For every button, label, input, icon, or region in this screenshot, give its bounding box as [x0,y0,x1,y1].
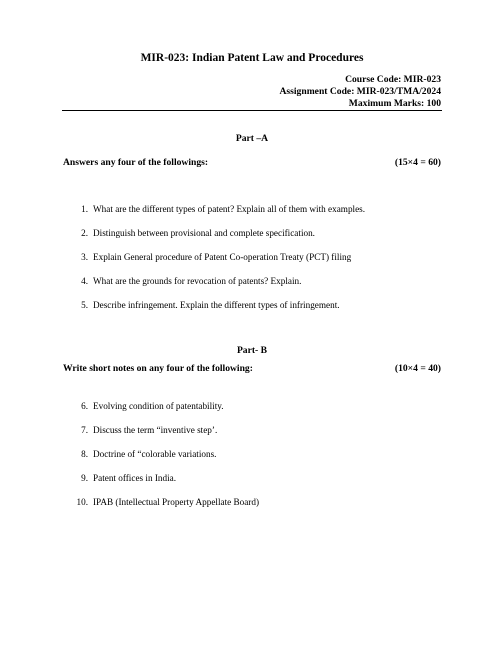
question-text: What are the grounds for revocation of patents? Explain. [93,276,302,286]
question-number: 5. [81,300,88,310]
question-item [72,401,224,411]
part-a-instruction-text: Answers any four of the followings: [63,157,209,168]
question-item [72,300,340,310]
question-number: 8. [81,449,88,459]
question-text: Evolving condition of patentability. [93,401,224,411]
question-number: 7. [81,425,88,435]
assignment-code: Assignment Code: MIR-023/TMA/2024 [279,86,441,97]
question-text: Discuss the term “inventive step’. [93,425,218,435]
part-a-instruction [63,157,441,168]
question-text: Explain General procedure of Patent Co-operation Treaty (PCT) filing [93,252,352,262]
maximum-marks: Maximum Marks: 100 [348,98,441,109]
question-text: Distinguish between provisional and complete specification. [93,228,315,238]
question-number: 1. [81,204,88,214]
question-item [72,425,217,435]
document-title: MIR-023: Indian Patent Law and Procedures [140,52,364,64]
part-b-instruction-text: Write short notes on any four of the following: [63,363,253,374]
question-number: 6. [81,401,88,411]
question-text: Patent offices in India. [93,473,177,483]
question-number: 4. [81,276,88,286]
question-item [72,204,365,214]
header-divider [62,110,442,111]
question-item [72,228,315,238]
question-text: IPAB (Intellectual Property Appellate Board) [93,497,260,507]
question-item [72,252,351,262]
question-number: 10. [76,497,88,507]
part-a-marks: (15×4 = 60) [394,157,441,168]
question-item [72,449,216,459]
part-b-heading: Part- B [236,345,268,356]
question-item [72,473,176,483]
question-text: Doctrine of “colorable variations. [93,449,217,459]
course-codes [280,74,442,110]
question-text: What are the different types of patent? Explain all of them with examples. [93,204,366,214]
question-text: Describe infringement. Explain the different types of infringement. [93,300,340,310]
part-b-instruction [63,363,441,374]
part-a-heading: Part –A [235,133,269,144]
part-b-marks: (10×4 = 40) [394,363,441,374]
question-item [72,276,301,286]
question-number: 9. [81,473,88,483]
question-item [72,497,259,507]
course-code: Course Code: MIR-023 [345,74,441,85]
question-number: 3. [81,252,88,262]
question-number: 2. [81,228,88,238]
